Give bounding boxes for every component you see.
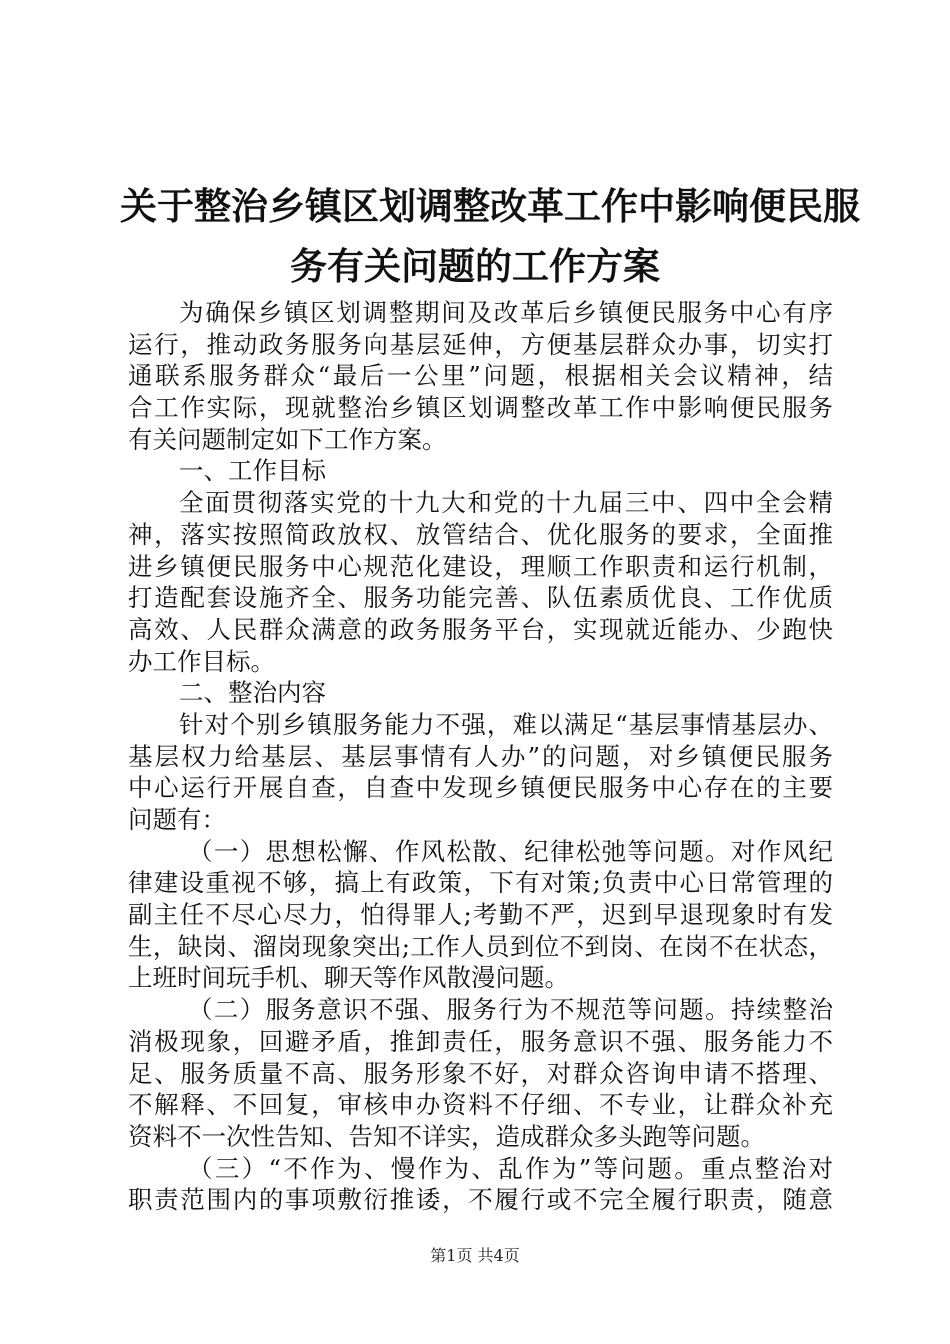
section-heading: 二、整治内容 bbox=[179, 678, 326, 708]
body-line: 办工作目标。 bbox=[128, 646, 275, 676]
body-line: 合工作实际，现就整治乡镇区划调整改革工作中影响便民服务 bbox=[128, 393, 833, 423]
body-line: 不解释、不回复，审核申办资料不仔细、不专业，让群众补充 bbox=[128, 1090, 833, 1120]
body-line: （二）服务意识不强、服务行为不规范等问题。持续整治 bbox=[188, 995, 833, 1025]
body-line: 为确保乡镇区划调整期间及改革后乡镇便民服务中心有序 bbox=[179, 298, 833, 327]
body-line: 高效、人民群众满意的政务服务平台，实现就近能办、少跑快 bbox=[128, 614, 833, 644]
body-line: 问题有： bbox=[128, 805, 226, 834]
body-line: 职责范围内的事项敷衍推诿，不履行或不完全履行职责，随意 bbox=[128, 1185, 833, 1215]
body-line: 针对个别乡镇服务能力不强，难以满足“基层事情基层办、 bbox=[179, 709, 833, 739]
body-line: 足、服务质量不高、服务形象不好，对群众咨询申请不搭理、 bbox=[128, 1058, 833, 1088]
body-line: （一）思想松懈、作风松散、纪律松弛等问题。对作风纪 bbox=[188, 836, 833, 866]
body-line: 消极现象，回避矛盾，推卸责任，服务意识不强、服务能力不 bbox=[128, 1026, 833, 1056]
page-number-footer: 第1页 共4页 bbox=[430, 1246, 520, 1265]
body-line: 副主任不尽心尽力，怕得罪人;考勤不严，迟到早退现象时有发 bbox=[128, 900, 833, 930]
body-line: 基层权力给基层、基层事情有人办”的问题，对乡镇便民服务 bbox=[128, 741, 833, 771]
document-body bbox=[128, 297, 833, 1216]
body-line: 中心运行开展自查，自查中发现乡镇便民服务中心存在的主要 bbox=[128, 773, 833, 803]
body-line: 律建设重视不够，搞上有政策，下有对策;负责中心日常管理的 bbox=[128, 868, 833, 898]
body-line: 打造配套设施齐全、服务功能完善、队伍素质优良、工作优质 bbox=[128, 583, 833, 613]
body-line: （三）“不作为、慢作为、乱作为”等问题。重点整治对 bbox=[188, 1153, 833, 1183]
body-line: 运行，推动政务服务向基层延伸，方便基层群众办事，切实打 bbox=[128, 329, 833, 359]
body-line: 有关问题制定如下工作方案。 bbox=[128, 424, 447, 454]
body-line: 神，落实按照简政放权、放管结合、优化服务的要求，全面推 bbox=[128, 519, 833, 549]
body-line: 上班时间玩手机、聊天等作风散漫问题。 bbox=[128, 963, 569, 993]
body-line: 生，缺岗、溜岗现象突出;工作人员到位不到岗、在岗不在状态， bbox=[128, 931, 833, 961]
body-line: 通联系服务群众“最后一公里”问题，根据相关会议精神，结 bbox=[128, 361, 833, 391]
document-title-line-1: 关于整治乡镇区划调整改革工作中影响便民服 bbox=[120, 185, 860, 228]
section-heading: 一、工作目标 bbox=[179, 456, 326, 486]
body-line: 资料不一次性告知、告知不详实，造成群众多头跑等问题。 bbox=[128, 1121, 765, 1151]
body-line: 全面贯彻落实党的十九大和党的十九届三中、四中全会精 bbox=[179, 488, 833, 518]
body-line: 进乡镇便民服务中心规范化建设，理顺工作职责和运行机制， bbox=[128, 551, 833, 581]
document-title-line-2: 务有关问题的工作方案 bbox=[290, 245, 660, 288]
